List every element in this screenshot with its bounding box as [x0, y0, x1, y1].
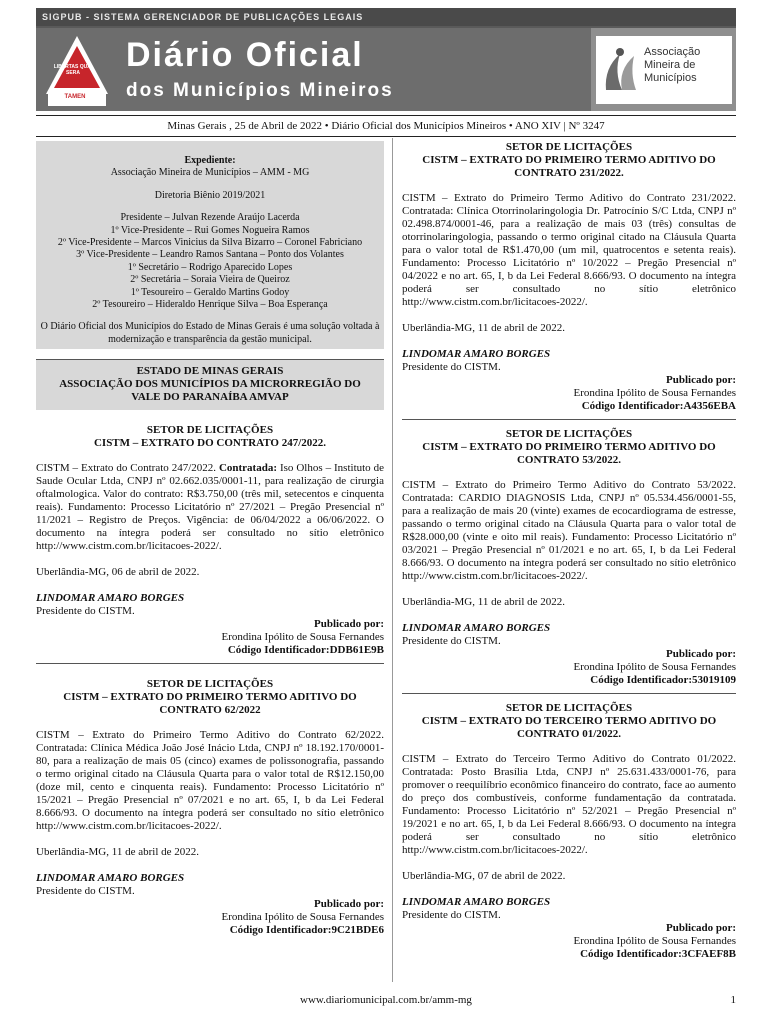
section-date: Uberlândia-MG, 11 de abril de 2022. — [402, 322, 566, 334]
section-body: CISTM – Extrato do Terceiro Termo Aditivo do Contrato 01/2022. Contratada: Posto Brasília Ltda, CNPJ nº 25.631.433/0001-76, para promover o reequilíbrio econômico financeiro do contrato, face ao aumento do preço dos combustíveis, conforme fundamentação da contratada. Fundamento: Processo Licitatório nº 52/2021 – Pregão Presencial nº 19/2021 e no art. 65, I, b da Lei Federal 8.666/93. O documento na íntegra poderá ser consultado no sítio eletrônico http://www.cistm.com.br/licitacoes-2022/. — [402, 753, 736, 856]
board-member: Presidente – Julvan Rezende Araújo Lacerda — [120, 212, 300, 224]
identifier-code: 53019109 — [692, 674, 736, 686]
seal-motto-bottom: TAMEN — [64, 94, 86, 100]
section-date: Uberlândia-MG, 11 de abril de 2022. — [402, 596, 566, 608]
board-member: 3º Vice-Presidente – Leandro Ramos Santana – Ponto dos Volantes — [76, 249, 344, 261]
system-strip: SIGPUB - SISTEMA GERENCIADOR DE PUBLICAÇÕES LEGAIS — [36, 8, 736, 26]
section-date: Uberlândia-MG, 06 de abril de 2022. — [36, 566, 200, 578]
header-rule-bottom — [36, 136, 736, 137]
header-banner — [36, 8, 736, 111]
identifier-code: DDB61E9B — [329, 644, 384, 656]
section-subtitle: CISTM – EXTRATO DO PRIMEIRO TERMO ADITIVO DO CONTRATO 62/2022 — [63, 691, 357, 716]
section-body: CISTM – Extrato do Primeiro Termo Aditivo do Contrato 231/2022. Contratada: Clínica Otorrinolaringologia Dr. Patrocínio S/C Ltda, CNPJ nº 02.498.874/0001-46, para a realização de mais 03 (três) consultas de otorrinolaringologia, passando o termo original citado na Cláusula Quarta para o valor total de R$1.470,00 (um mil, quatrocentos e setenta reais). Fundamento: Processo Licitatório nº 10/2022 – Pregão Presencial nº 04/2022 e no art. 65, I, b da Lei Federal 8.666/93. O documento na íntegra poderá ser consultado no sítio eletrônico http://www.cistm.com.br/licitacoes-2022/. — [402, 192, 736, 308]
publication-block — [402, 702, 736, 961]
signer-name: LINDOMAR AMARO BORGES — [402, 896, 551, 908]
section-separator — [402, 693, 736, 694]
published-by: Publicado por: Erondina Ipólito de Sousa Fernandes Código Identificador:9C21BDE6 — [221, 898, 384, 936]
section-title: SETOR DE LICITAÇÕES — [146, 678, 274, 690]
section-title: SETOR DE LICITAÇÕES — [505, 141, 633, 153]
section-title: SETOR DE LICITAÇÕES — [505, 702, 633, 714]
published-by: Publicado por: Erondina Ipólito de Sousa Fernandes Código Identificador:A4356EBA — [573, 374, 736, 412]
entity-box — [36, 359, 384, 410]
publication-block — [36, 678, 384, 937]
section-body: CISTM – Extrato do Contrato 247/2022. Contratada: Iso Olhos – Instituto de Saude Ocular Ltda, CNPJ nº 02.662.035/0001-11, para realização de cirurgia oftalmologica. Valor do contrato: R$3.750,00 (três mil, setecentos e cinquenta reais). Fundamento: Processo Licitatório nº 27/2021 – Pregão Presencial nº 11/2021 – Registro de Preços. Vigência: de 06/04/2022 a 06/06/2022. O documento na íntegra poderá ser consultado no sítio eletrônico http://www.cistm.com.br/licitacoes-2022/. — [36, 462, 384, 552]
signer-name: LINDOMAR AMARO BORGES — [36, 872, 185, 884]
section-subtitle: CISTM – EXTRATO DO CONTRATO 247/2022. — [93, 437, 327, 449]
published-by: Publicado por: Erondina Ipólito de Sousa Fernandes Código Identificador:DDB61E9B — [221, 618, 384, 656]
left-column — [36, 141, 384, 937]
section-date: Uberlândia-MG, 07 de abril de 2022. — [402, 870, 566, 882]
section-separator — [402, 419, 736, 420]
page-number: 1 — [730, 994, 736, 1006]
amm-logo-icon — [600, 44, 640, 96]
signer-role: Presidente do CISTM. — [402, 635, 501, 647]
board-member: 2º Secretária – Soraia Vieira de Queiroz — [130, 274, 290, 286]
section-title: SETOR DE LICITAÇÕES — [505, 428, 633, 440]
entity-line: ASSOCIAÇÃO DOS MUNICÍPIOS DA MICRORREGIÃO DO — [59, 378, 361, 390]
amm-logo-box — [596, 36, 732, 104]
signer-role: Presidente do CISTM. — [36, 885, 135, 897]
header-rule-top — [36, 115, 736, 116]
section-date: Uberlândia-MG, 11 de abril de 2022. — [36, 846, 200, 858]
publication-title: Diário Oficial — [126, 36, 364, 74]
footer-url-link[interactable]: www.diariomunicipal.com.br/amm-mg — [300, 994, 472, 1006]
published-by: Publicado por: Erondina Ipólito de Sousa Fernandes Código Identificador:53019109 — [573, 648, 736, 686]
expediente-box — [36, 141, 384, 349]
identifier-code: 9C21BDE6 — [331, 924, 384, 936]
publication-block — [402, 428, 736, 687]
section-body: CISTM – Extrato do Primeiro Termo Aditivo do Contrato 53/2022. Contratada: CARDIO DIAGNOSIS Ltda, CNPJ nº 05.534.456/0001-55, para a realização de mais 20 (vinte) exames de ecocardiograma de estresse, passando o termo original citado na Cláusula Quarta para o valor total de R$28.000,00 (vinte e oito mil reais). Fundamento: Processo Licitatório nº 03/2021 – Pregão Presencial nº 01/2021 e no art. 65, I, b da Lei Federal 8.666/93. O documento na íntegra poderá ser consultado no sítio eletrônico http://www.cistm.com.br/licitacoes-2022/. — [402, 479, 736, 582]
section-subtitle: CISTM – EXTRATO DO TERCEIRO TERMO ADITIVO DO CONTRATO 01/2022. — [421, 715, 717, 740]
signer-role: Presidente do CISTM. — [402, 909, 501, 921]
banner-title-area — [36, 28, 591, 111]
signer-role: Presidente do CISTM. — [36, 605, 135, 617]
banner-main — [36, 28, 736, 111]
seal-motto-top: LIBERTAS QUÆ SERA — [53, 64, 93, 76]
amm-name: Associação Mineira de Municípios — [644, 46, 701, 84]
board-member: 1º Vice-Presidente – Rui Gomes Nogueira Ramos — [110, 224, 310, 236]
identifier-code: 3CFAEF8B — [681, 948, 736, 960]
entity-line: VALE DO PARANAÍBA AMVAP — [131, 391, 289, 403]
expediente-title: Expediente: — [184, 155, 236, 166]
board-member: 2º Vice-Presidente – Marcos Vinicius da Silva Bizarro – Coronel Fabriciano — [57, 237, 363, 249]
board-member: 2º Tesoureiro – Hideraldo Henrique Silva – Boa Esperança — [92, 299, 328, 311]
expediente-mission: O Diário Oficial dos Municípios do Estado de Minas Gerais é uma solução voltada à modernização e transparência da gestão municipal. — [40, 321, 380, 345]
section-subtitle: CISTM – EXTRATO DO PRIMEIRO TERMO ADITIVO DO CONTRATO 231/2022. — [422, 154, 716, 179]
publication-subtitle: dos Municípios Mineiros — [126, 80, 394, 101]
signer-name: LINDOMAR AMARO BORGES — [402, 622, 551, 634]
issue-line: Minas Gerais , 25 de Abril de 2022 • Diário Oficial dos Municípios Mineiros • ANO XIV | Nº 3247 — [167, 120, 605, 132]
publication-block — [402, 141, 736, 413]
section-title: SETOR DE LICITAÇÕES — [146, 424, 274, 436]
signer-name: LINDOMAR AMARO BORGES — [402, 348, 551, 360]
signer-name: LINDOMAR AMARO BORGES — [36, 592, 185, 604]
expediente-org: Associação Mineira de Municípios – AMM - MG — [110, 167, 310, 179]
identifier-code: A4356EBA — [683, 400, 736, 412]
expediente-term: Diretoria Biênio 2019/2021 — [154, 189, 266, 201]
board-member: 1º Secretário – Rodrigo Aparecido Lopes — [127, 261, 293, 273]
published-by: Publicado por: Erondina Ipólito de Sousa Fernandes Código Identificador:3CFAEF8B — [573, 922, 736, 960]
entity-line: ESTADO DE MINAS GERAIS — [136, 365, 284, 377]
right-column — [402, 141, 736, 961]
signer-role: Presidente do CISTM. — [402, 361, 501, 373]
column-divider — [392, 138, 393, 982]
section-body: CISTM – Extrato do Primeiro Termo Aditivo do Contrato 62/2022. Contratada: Clínica Médica João José Inácio Ltda, CNPJ nº 18.192.170/0001-80, para a realização de mais 05 (cinco) exames de polissonografia, passando o termo original citado na Cláusula Quarta para o valor total de R$12.150,00 (doze mil, cento e cinquenta reais). Fundamento: Processo Licitatório nº 15/2021 – Pregão Presencial nº 07/2021 e no art. 65, I, b da Lei Federal 8.666/93. O documento na íntegra poderá ser consultado no sítio eletrônico http://www.cistm.com.br/licitacoes-2022/. — [36, 729, 384, 832]
section-subtitle: CISTM – EXTRATO DO PRIMEIRO TERMO ADITIVO DO CONTRATO 53/2022. — [422, 441, 716, 466]
board-member: 1º Tesoureiro – Geraldo Martins Godoy — [130, 286, 290, 298]
publication-block — [36, 424, 384, 657]
section-separator — [36, 663, 384, 664]
